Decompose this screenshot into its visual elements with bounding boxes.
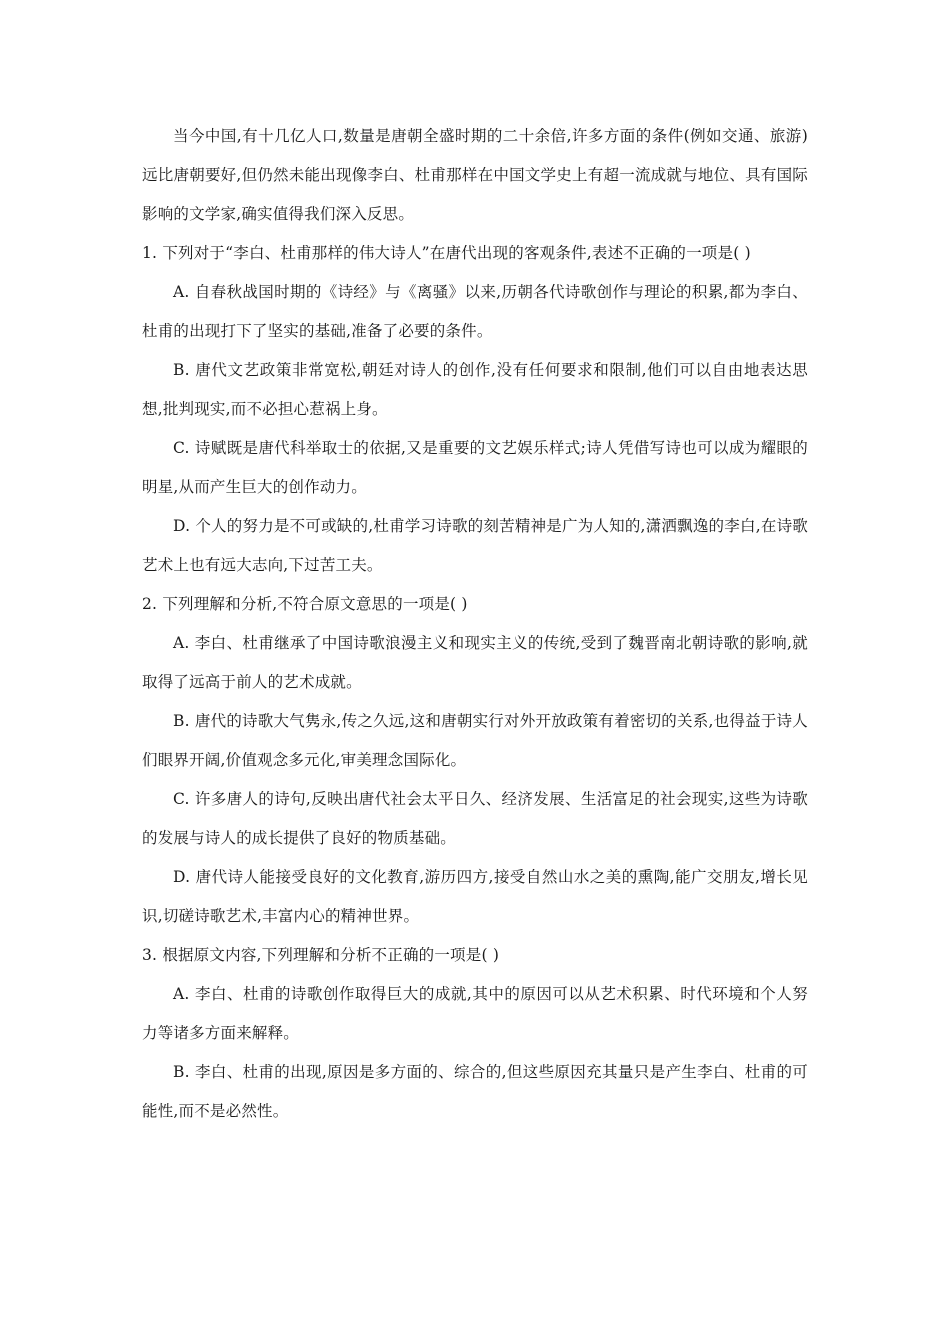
option-d: D. 唐代诗人能接受良好的文化教育,游历四方,接受自然山水之美的熏陶,能广交朋友,增长见识,切磋诗歌艺术,丰富内心的精神世界。 <box>142 868 808 925</box>
document-body <box>142 117 808 1131</box>
question-stem: 1. 下列对于“李白、杜甫那样的伟大诗人”在唐代出现的客观条件,表述不正确的一项是( ) <box>142 244 751 262</box>
option-c: C. 诗赋既是唐代科举取士的依据,又是重要的文艺娱乐样式;诗人凭借写诗也可以成为耀眼的明星,从而产生巨大的创作动力。 <box>142 439 808 496</box>
question-stem: 3. 根据原文内容,下列理解和分析不正确的一项是( ) <box>142 946 500 964</box>
question-stem: 2. 下列理解和分析,不符合原文意思的一项是( ) <box>142 595 468 613</box>
option-b: B. 李白、杜甫的出现,原因是多方面的、综合的,但这些原因充其量只是产生李白、杜甫的可能性,而不是必然性。 <box>142 1063 808 1120</box>
question-1 <box>142 234 808 585</box>
option-a: A. 李白、杜甫继承了中国诗歌浪漫主义和现实主义的传统,受到了魏晋南北朝诗歌的影响,就取得了远高于前人的艺术成就。 <box>142 634 808 691</box>
question-3 <box>142 936 808 1131</box>
option-a: A. 自春秋战国时期的《诗经》与《离骚》以来,历朝各代诗歌创作与理论的积累,都为李白、杜甫的出现打下了坚实的基础,准备了必要的条件。 <box>142 283 808 340</box>
question-2 <box>142 585 808 936</box>
option-a: A. 李白、杜甫的诗歌创作取得巨大的成就,其中的原因可以从艺术积累、时代环境和个人努力等诸多方面来解释。 <box>142 985 808 1042</box>
option-b: B. 唐代的诗歌大气隽永,传之久远,这和唐朝实行对外开放政策有着密切的关系,也得益于诗人们眼界开阔,价值观念多元化,审美理念国际化。 <box>142 712 808 769</box>
option-c: C. 许多唐人的诗句,反映出唐代社会太平日久、经济发展、生活富足的社会现实,这些为诗歌的发展与诗人的成长提供了良好的物质基础。 <box>142 790 808 847</box>
option-d: D. 个人的努力是不可或缺的,杜甫学习诗歌的刻苦精神是广为人知的,潇洒飘逸的李白,在诗歌艺术上也有远大志向,下过苦工夫。 <box>142 517 808 574</box>
option-b: B. 唐代文艺政策非常宽松,朝廷对诗人的创作,没有任何要求和限制,他们可以自由地表达思想,批判现实,而不必担心惹祸上身。 <box>142 361 808 418</box>
intro-paragraph: 当今中国,有十几亿人口,数量是唐朝全盛时期的二十余倍,许多方面的条件(例如交通、旅游)远比唐朝要好,但仍然未能出现像李白、杜甫那样在中国文学史上有超一流成就与地位、具有国际影响的文学家,确实值得我们深入反思。 <box>142 127 808 223</box>
